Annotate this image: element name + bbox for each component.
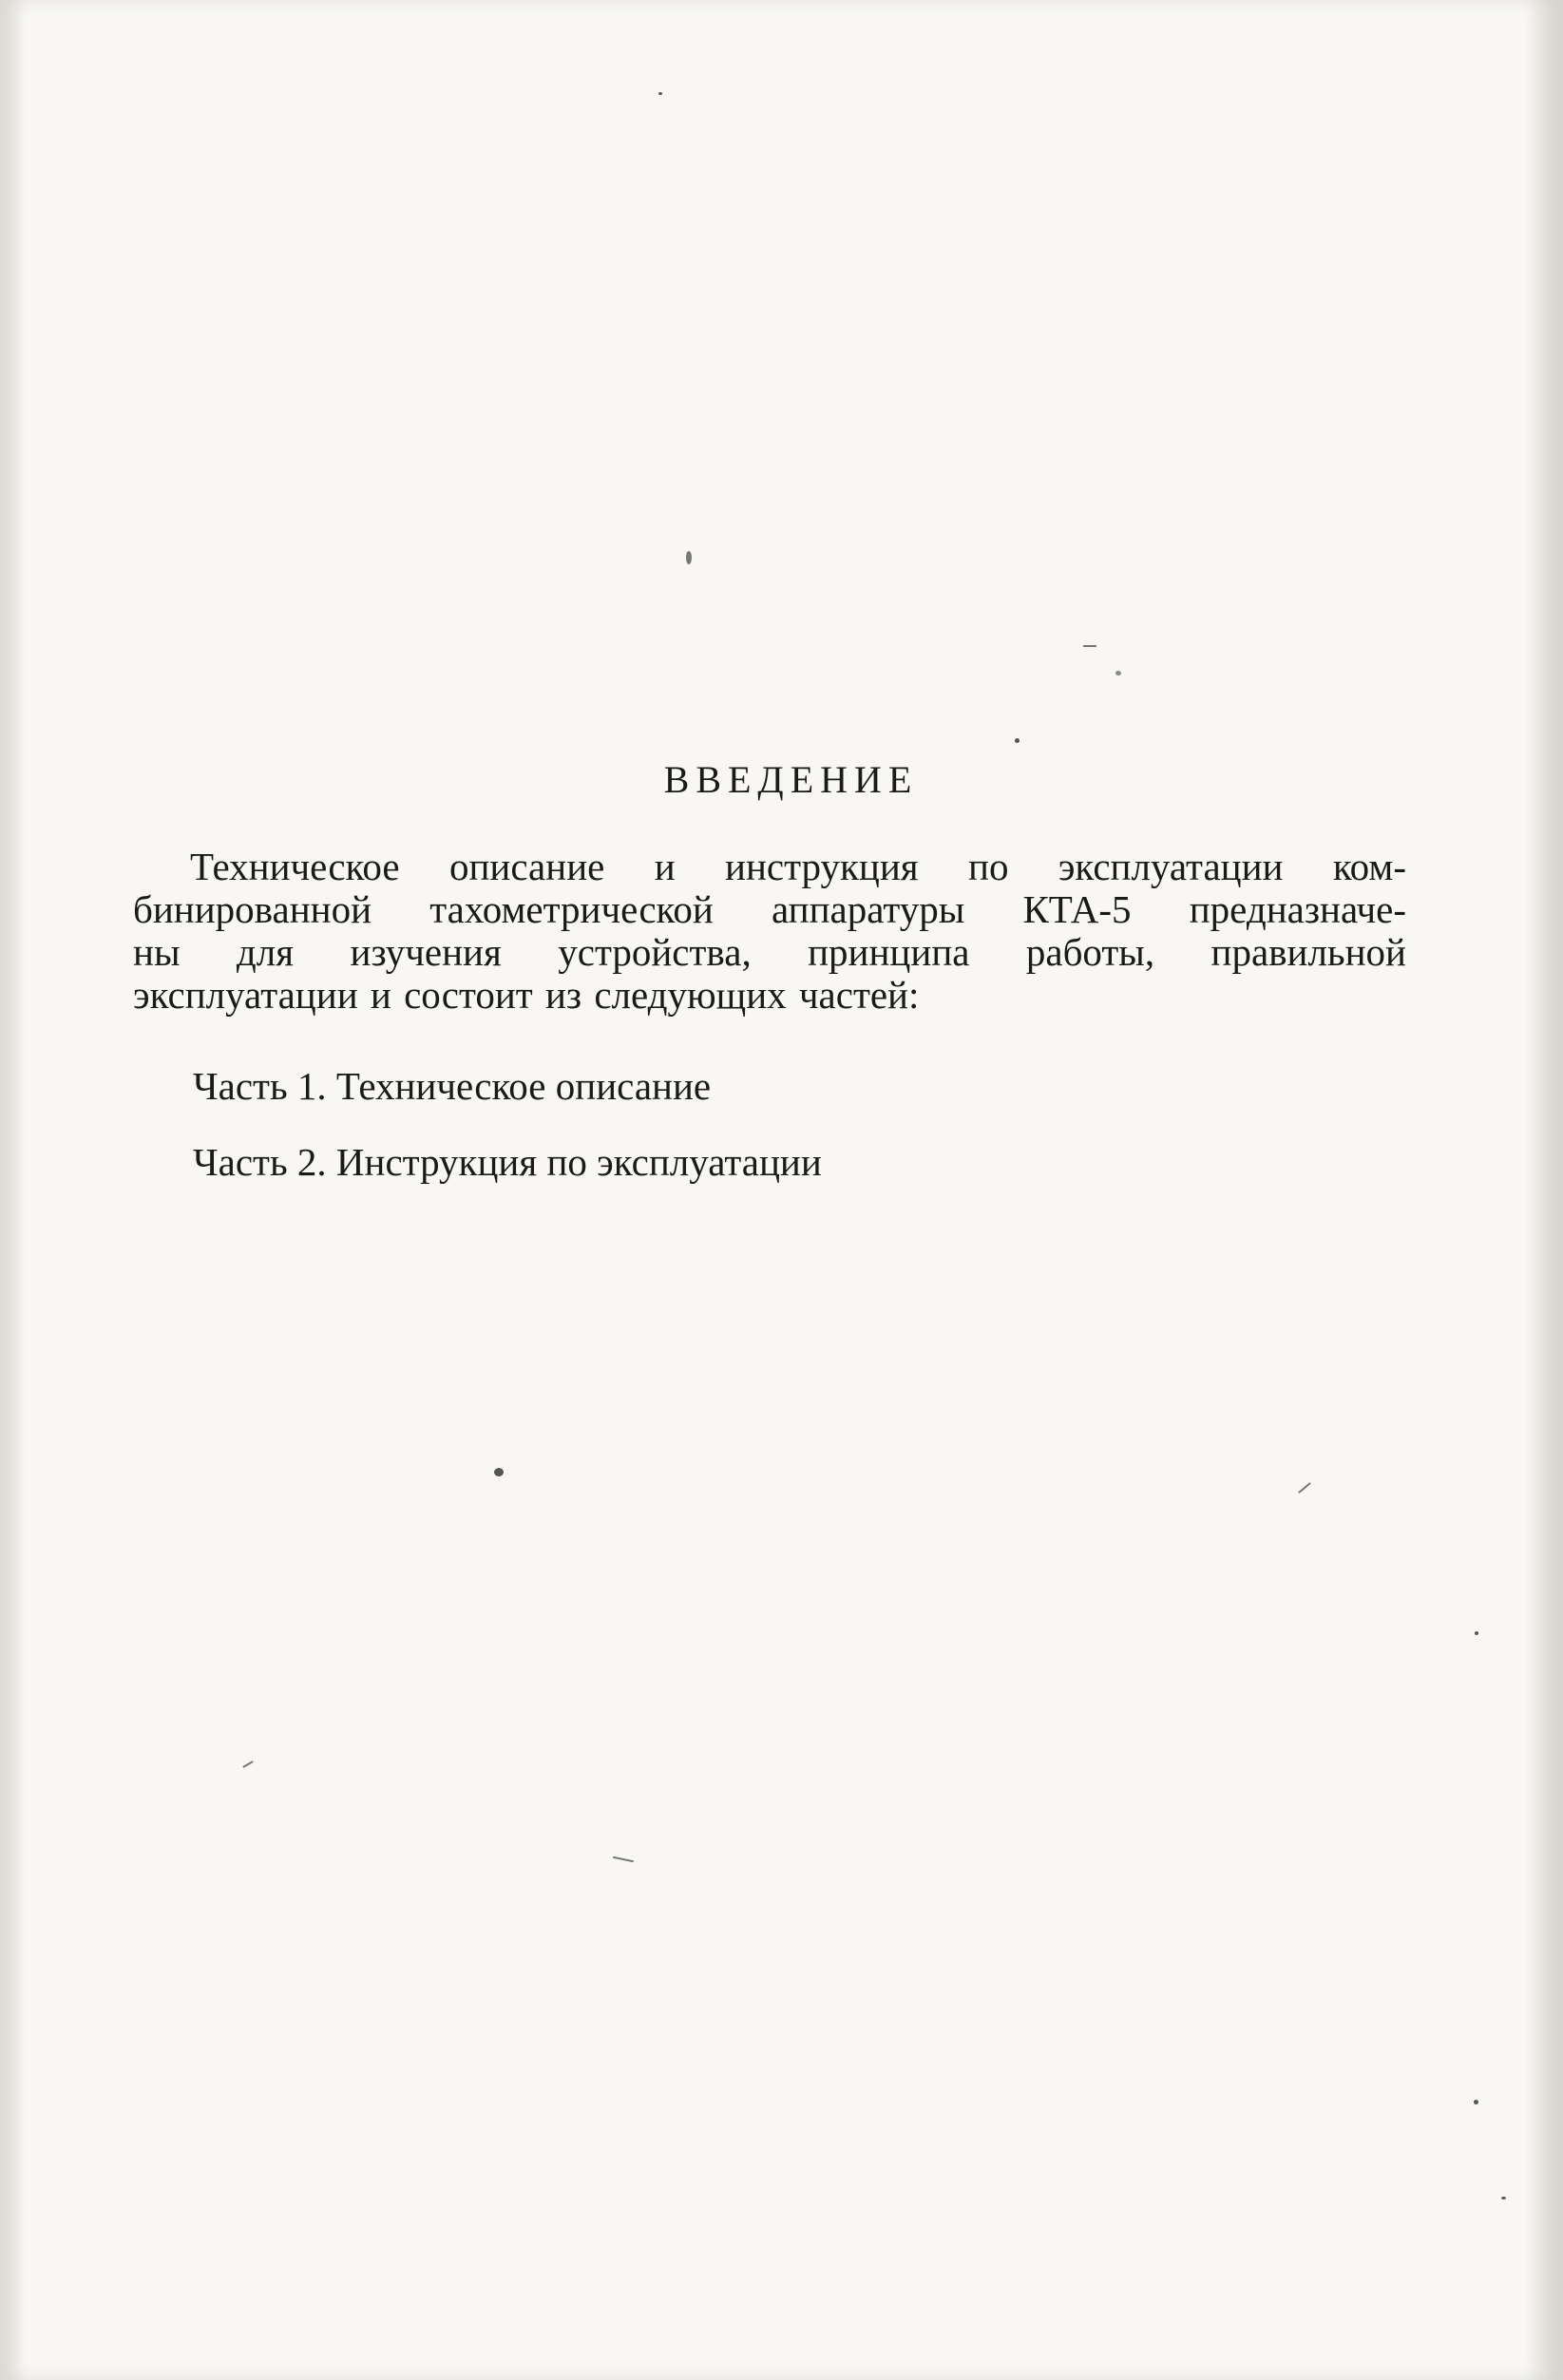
paper-mark (242, 1761, 253, 1768)
paper-mark (613, 1856, 634, 1863)
section-title: ВВЕДЕНИЕ (663, 758, 919, 801)
intro-line: ны для изучения устройства, принципа работы, правильной (133, 930, 1406, 974)
paper-speck (1115, 671, 1121, 676)
paper-mark (1083, 645, 1096, 647)
paper-speck (1501, 2197, 1506, 2199)
part-item: Часть 2. Инструкция по эксплуатации (193, 1140, 822, 1184)
paper-mark (1298, 1482, 1311, 1494)
parts-list (193, 1048, 822, 1200)
paper-speck (686, 551, 692, 564)
intro-paragraph (133, 846, 1406, 1017)
intro-line: эксплуатации и состоит из следующих частей: (133, 973, 920, 1017)
page-edge-left (0, 0, 25, 2380)
page-edge-right (1525, 0, 1563, 2380)
paper-speck (1015, 738, 1020, 743)
paper-speck (1474, 2100, 1478, 2104)
part-item: Часть 1. Техническое описание (193, 1064, 712, 1108)
paper-speck (1475, 1631, 1478, 1635)
paper-speck (494, 1468, 504, 1476)
paper-speck (658, 92, 662, 95)
intro-line: Техническое описание и инструкция по эксплуатации ком- (190, 845, 1406, 888)
intro-line: бинированной тахометрической аппаратуры КТА-5 предназначе- (133, 887, 1406, 931)
